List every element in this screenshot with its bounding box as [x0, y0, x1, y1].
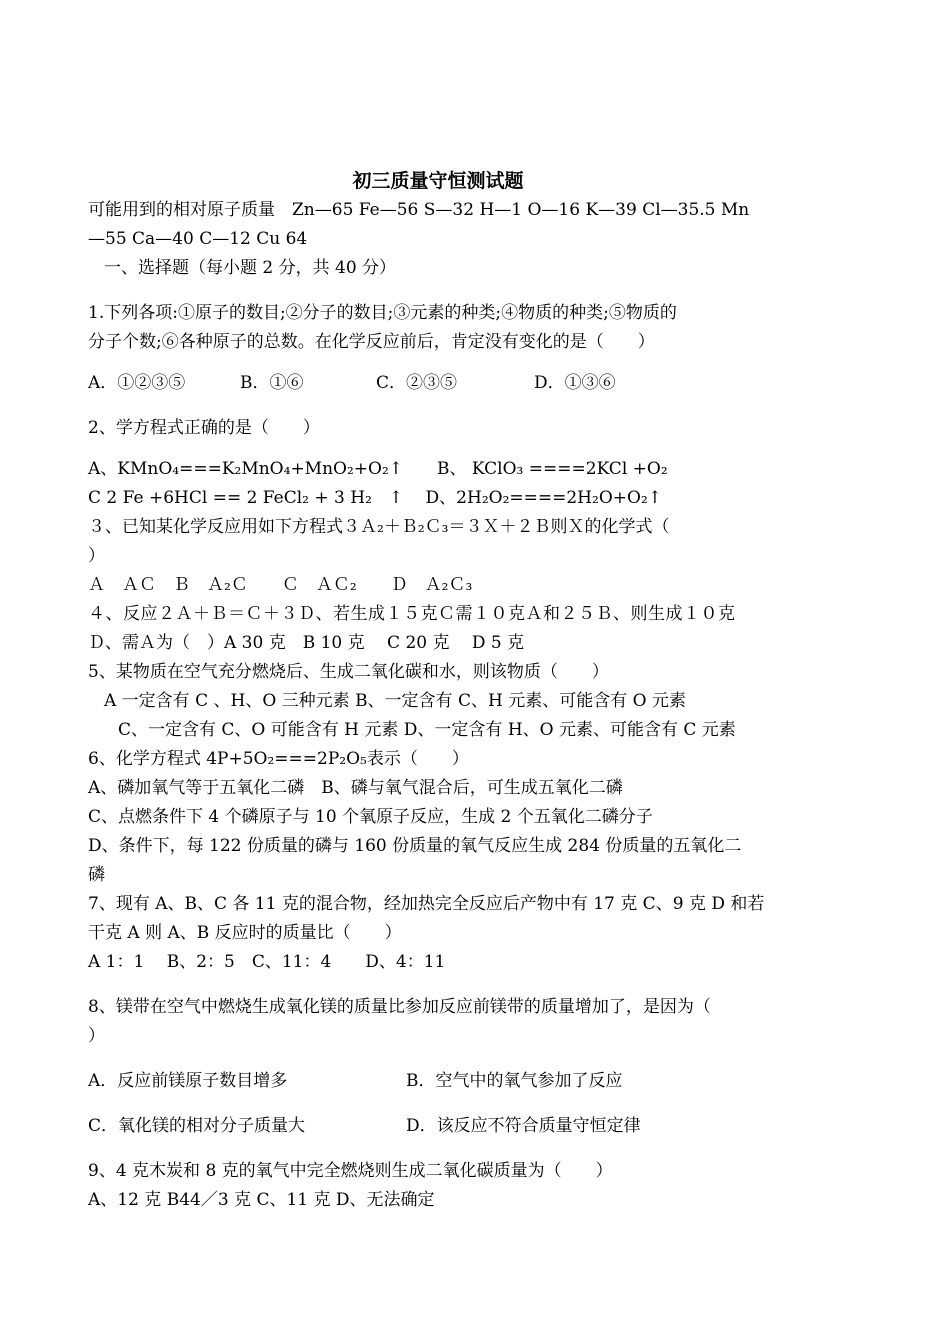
question-9-stem: 9、4 克木炭和 8 克的氧气中完全燃烧则生成二氧化碳质量为（ ）: [88, 1161, 613, 1181]
question-5: [88, 658, 788, 745]
question-1-option-d: D．①③⑥: [534, 373, 616, 393]
question-8-options-ab: [88, 1067, 788, 1096]
question-6-option-d-line-2: 磷: [88, 865, 105, 885]
question-3-options: Ａ ＡＣ Ｂ Ａ₂Ｃ Ｃ ＡＣ₂ Ｄ Ａ₂Ｃ₃: [88, 575, 473, 595]
question-3-stem-line-2: ）: [88, 546, 105, 566]
question-1-option-a: A．①②③⑤: [88, 373, 186, 393]
page-title: 初三质量守恒测试题: [352, 170, 524, 192]
question-4: [88, 600, 788, 658]
question-1-option-b: B．①⑥: [240, 373, 304, 393]
question-8-stem-line-1: 8、镁带在空气中燃烧生成氧化镁的质量比参加反应前镁带的质量增加了，是因为（: [88, 997, 711, 1017]
question-6-stem: 6、化学方程式 4P+5O₂===2P₂O₅表示（ ）: [88, 749, 469, 769]
question-2-options-cd: C 2 Fe +6HCl == 2 FeCl₂ + 3 H₂ ↑ D、2H₂O₂====2H₂O+O₂↑: [88, 488, 662, 508]
question-6-option-d-line-1: D、条件下，每 122 份质量的磷与 160 份质量的氧气反应生成 284 份质量的五氧化二: [88, 836, 742, 856]
atomic-masses-line-1: 可能用到的相对原子质量 Zn—65 Fe—56 S—32 H—1 O—16 K—39 Cl—35.5 Mn: [88, 200, 750, 220]
question-8-option-b: B．空气中的氧气参加了反应: [406, 1071, 623, 1091]
question-6-options-ab: A、磷加氧气等于五氧化二磷 B、磷与氧气混合后，可生成五氧化二磷: [88, 778, 623, 798]
question-8-option-d: D．该反应不符合质量守恒定律: [406, 1116, 641, 1136]
question-7: [88, 890, 788, 977]
question-6: [88, 745, 788, 890]
question-6-option-c: C、点燃条件下 4 个磷原子与 10 个氧原子反应，生成 2 个五氧化二磷分子: [88, 807, 653, 827]
question-5-options-cd: C、一定含有 C、O 可能含有 H 元素 D、一定含有 H、O 元素、可能含有 C 元素: [118, 720, 736, 740]
atomic-masses-line-2: —55 Ca—40 C—12 Cu 64: [88, 229, 308, 249]
question-1-stem-line-2: 分子个数;⑥各种原子的总数。在化学反应前后，肯定没有变化的是（ ）: [88, 332, 655, 352]
question-1-options: [88, 369, 788, 398]
question-1: [88, 299, 788, 398]
section-heading: 一、选择题（每小题 2 分，共 40 分）: [104, 258, 397, 278]
question-9-options: A、12 克 B44／3 克 C、11 克 D、无法确定: [88, 1190, 435, 1210]
question-2-options-ab: A、KMnO₄===K₂MnO₄+MnO₂+O₂↑ B、 KClO₃ ====2KCl +O₂: [88, 459, 668, 479]
question-8: [88, 993, 788, 1141]
question-1-option-c: C．②③⑤: [376, 373, 458, 393]
question-4-stem-line-1: ４、反应２Ａ＋Ｂ＝Ｃ＋３Ｄ、若生成１５克Ｃ需１０克Ａ和２５Ｂ、则生成１０克: [88, 604, 736, 624]
question-9: [88, 1157, 788, 1215]
question-1-stem-line-1: 1.下列各项:①原子的数目;②分子的数目;③元素的种类;④物质的种类;⑤物质的: [88, 303, 677, 323]
question-7-stem-line-1: 7、现有 A、B、C 各 11 克的混合物，经加热完全反应后产物中有 17 克 C、9 克 D 和若: [88, 894, 765, 914]
document-body: [88, 166, 788, 1215]
question-8-stem-line-2: ）: [88, 1026, 105, 1046]
question-7-options: A 1：1 B、2：5 C、11：4 D、4：11: [88, 952, 446, 972]
question-3: [88, 513, 788, 600]
question-8-options-cd: [88, 1112, 788, 1141]
question-3-stem-line-1: ３、已知某化学反应用如下方程式３Ａ₂＋Ｂ₂Ｃ₃＝３Ｘ＋２Ｂ则Ｘ的化学式（: [88, 517, 670, 537]
question-5-options-ab: A 一定含有 C 、H、O 三种元素 B、一定含有 C、H 元素、可能含有 O 元素: [104, 691, 686, 711]
question-7-stem-line-2: 干克 A 则 A、B 反应时的质量比（ ）: [88, 923, 402, 943]
question-8-option-a: A．反应前镁原子数目增多: [88, 1071, 288, 1091]
question-2-stem: 2、学方程式正确的是（ ）: [88, 418, 320, 438]
question-2: [88, 414, 788, 513]
question-4-stem-line-2: Ｄ、需Ａ为（ ）A 30 克 B 10 克 C 20 克 D 5 克: [88, 633, 525, 653]
question-5-stem: 5、某物质在空气充分燃烧后、生成二氧化碳和水，则该物质（ ）: [88, 662, 609, 682]
question-8-option-c: C．氧化镁的相对分子质量大: [88, 1116, 306, 1136]
